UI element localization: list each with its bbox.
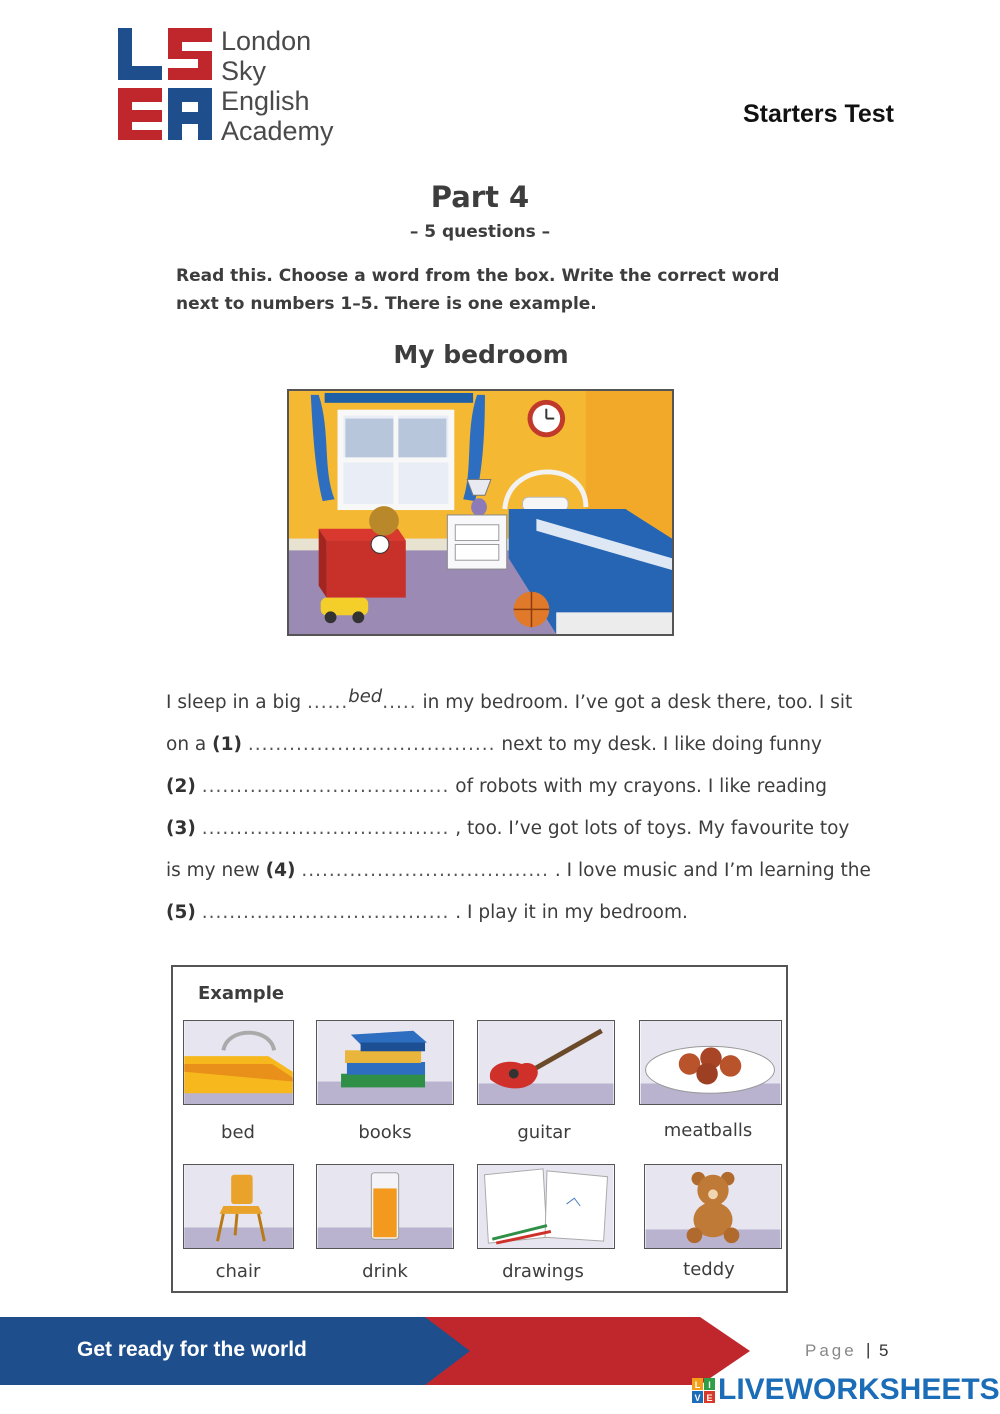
answer-dots: ...... (306, 692, 349, 713)
part-title: Part 4 (430, 180, 530, 214)
passage-line-5 (166, 850, 871, 892)
drawings-picture (477, 1164, 615, 1249)
books-picture (316, 1020, 454, 1105)
passage-text: of robots with my crayons. I like reading (449, 776, 828, 797)
answer-blank-4[interactable]: .................................... (301, 860, 550, 881)
mark-letter-v: V (694, 1393, 701, 1403)
logo-line-2: Sky (221, 56, 267, 86)
passage-line-4 (166, 808, 850, 850)
word-chair: chair (215, 1261, 261, 1282)
instructions (176, 262, 796, 318)
reading-passage (166, 682, 871, 934)
passage-line-2 (166, 724, 846, 766)
passage-text: in my bedroom. I’ve got a desk there, too. I sit (416, 692, 853, 713)
word-bed: bed (221, 1122, 255, 1143)
answer-dots: ..... (382, 692, 417, 713)
passage-text: , too. I’ve got lots of toys. My favourite toy (449, 818, 850, 839)
logo-block-s (168, 28, 212, 80)
passage-line-3 (166, 766, 846, 808)
meatballs-picture (639, 1020, 782, 1105)
mark-letter-l: L (694, 1380, 701, 1390)
page-separator: | (866, 1340, 871, 1359)
word-teddy: teddy (683, 1259, 735, 1280)
bed-picture (183, 1020, 294, 1105)
page-number: 5 (879, 1341, 889, 1360)
test-title: Starters Test (743, 100, 894, 128)
guitar-picture (477, 1020, 615, 1105)
chair-picture (183, 1164, 294, 1249)
example-label: Example (198, 983, 285, 1004)
passage-line-6 (166, 892, 846, 934)
question-number: (3) (166, 818, 196, 839)
word-books: books (358, 1122, 412, 1143)
bedroom-illustration (287, 389, 674, 636)
logo-line-1: London (221, 26, 312, 56)
word-drawings: drawings (502, 1261, 584, 1282)
word-drink: drink (362, 1261, 408, 1282)
mark-letter-e: E (706, 1393, 713, 1403)
question-number: (2) (166, 776, 196, 797)
liveworksheets-mark-icon (692, 1378, 716, 1404)
part-subtitle: – 5 questions – (409, 222, 551, 242)
question-number: (4) (265, 860, 296, 881)
liveworksheets-brand[interactable]: LIVEWORKSHEETS (718, 1373, 1000, 1406)
logo-text (221, 26, 334, 146)
passage-text: next to my desk. I like doing funny (495, 734, 822, 755)
logo-block-e (118, 88, 162, 140)
word-guitar: guitar (517, 1122, 571, 1143)
instructions-line-1: Read this. Choose a word from the box. Write the correct word (176, 266, 780, 286)
example-answer: bed (348, 686, 383, 707)
answer-blank-1[interactable]: .................................... (247, 734, 496, 755)
passage-text: . I play it in my bedroom. (449, 902, 688, 923)
word-box (171, 965, 788, 1293)
question-number: (1) (212, 734, 242, 755)
footer-tagline: Get ready for the world (77, 1338, 307, 1361)
word-meatballs: meatballs (663, 1120, 753, 1141)
answer-blank-5[interactable]: .................................... (201, 902, 450, 923)
passage-text: is my new (166, 860, 266, 881)
question-number: (5) (166, 902, 196, 923)
passage-line-1 (166, 682, 853, 724)
logo-line-4: Academy (221, 116, 334, 146)
passage-text: on a (166, 734, 213, 755)
logo-line-3: English (221, 86, 310, 116)
instructions-line-2: next to numbers 1–5. There is one example. (176, 294, 597, 314)
teddy-picture (644, 1164, 782, 1249)
page-label: Page (805, 1341, 857, 1360)
passage-text: . I love music and I’m learning the (549, 860, 871, 881)
story-title: My bedroom (393, 340, 569, 369)
passage-text: I sleep in a big (166, 692, 307, 713)
drink-picture (316, 1164, 454, 1249)
academy-logo (118, 28, 358, 152)
answer-blank-2[interactable]: .................................... (201, 776, 450, 797)
answer-blank-3[interactable]: .................................... (201, 818, 450, 839)
mark-letter-i: I (708, 1380, 711, 1390)
